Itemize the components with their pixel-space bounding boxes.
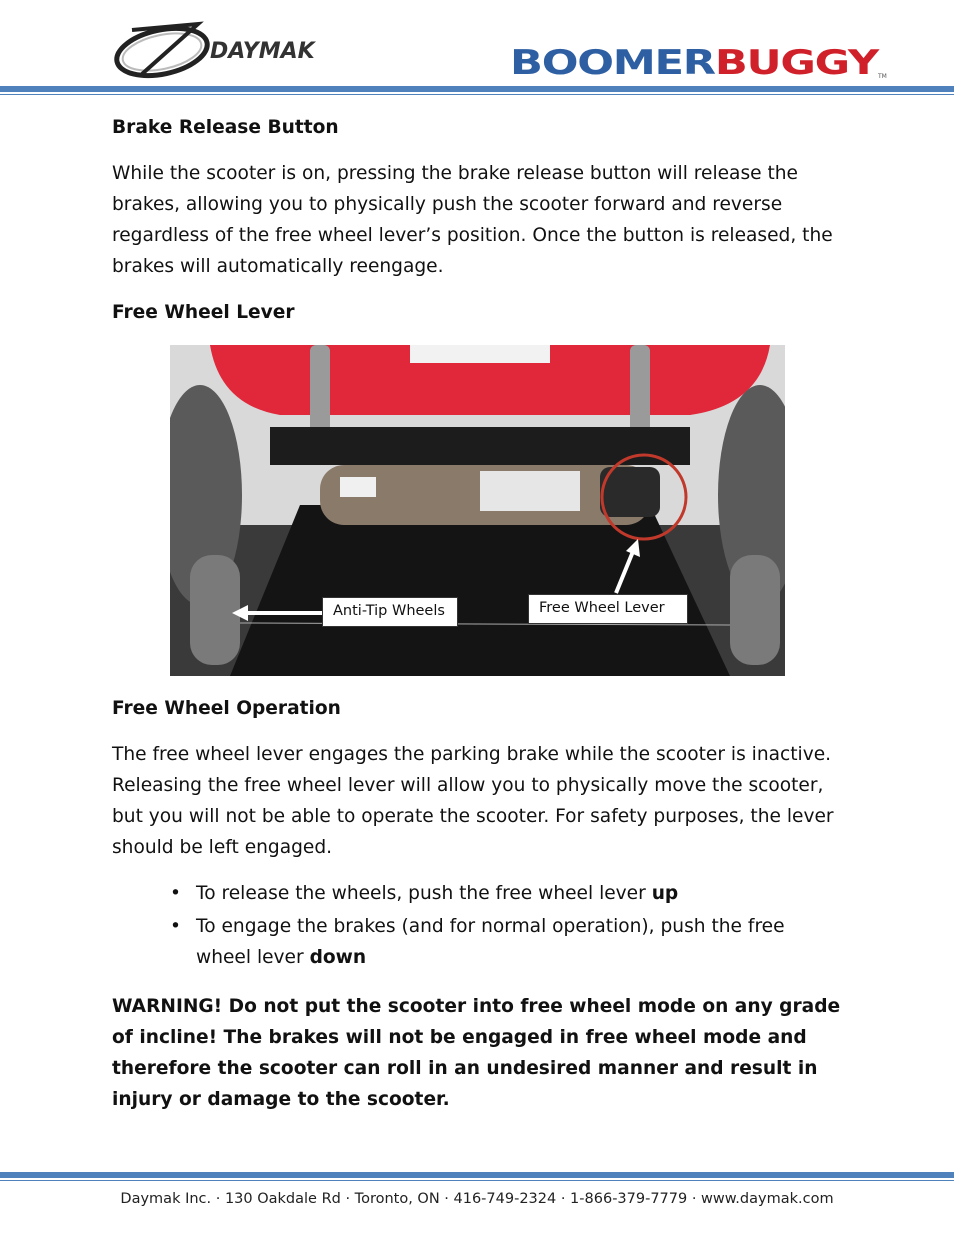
header-rule-thin bbox=[0, 94, 954, 95]
bullet-icon: • bbox=[170, 883, 181, 904]
instruction-list bbox=[112, 878, 844, 973]
bullet-bold: down bbox=[309, 947, 367, 968]
page-footer: Daymak Inc. · 130 Oakdale Rd · Toronto, ON · 416-749-2324 · 1-866-379-7779 · www.daymak.com bbox=[120, 1191, 834, 1207]
bullet-icon: • bbox=[170, 916, 181, 937]
header-rule bbox=[0, 86, 954, 92]
footer-rule-thin bbox=[0, 1180, 954, 1181]
warning-paragraph: WARNING! Do not put the scooter into free wheel mode on any grade of incline! The brakes will not be engaged in free wheel mode and therefore the scooter can roll in an undesired manner and result in injury or damage to the scooter. bbox=[112, 996, 841, 1110]
heading-free-wheel-operation: Free Wheel Operation bbox=[112, 698, 341, 719]
paragraph-brake-release: While the scooter is on, pressing the brake release button will release the brakes, allowing you to physically push the scooter forward and reverse regardless of the free wheel lever’s position. Once the button is released, the brakes will automatically reengage. bbox=[112, 163, 833, 277]
heading-brake-release: Brake Release Button bbox=[112, 117, 339, 138]
heading-free-wheel-lever: Free Wheel Lever bbox=[112, 302, 295, 323]
document-body bbox=[112, 112, 844, 1115]
callout-free-wheel-lever: Free Wheel Lever bbox=[528, 594, 688, 624]
paragraph-free-wheel-operation: The free wheel lever engages the parking brake while the scooter is inactive. Releasing the free wheel lever will allow you to physically move the scooter, but you will not be able to operate the scooter. For safety purposes, the lever should be left engaged. bbox=[112, 744, 834, 858]
page-header bbox=[0, 0, 954, 100]
list-item bbox=[112, 911, 844, 973]
list-item bbox=[112, 878, 844, 909]
boomerbuggy-logo bbox=[510, 44, 890, 80]
callout-anti-tip-wheels: Anti-Tip Wheels bbox=[322, 597, 458, 627]
bullet-text: To release the wheels, push the free wheel lever bbox=[196, 883, 652, 904]
daymak-logo bbox=[112, 20, 342, 80]
footer-rule bbox=[0, 1172, 954, 1178]
bullet-text: To engage the brakes (and for normal operation), push the free wheel lever bbox=[196, 916, 785, 968]
bullet-bold: up bbox=[651, 883, 679, 904]
scooter-photo bbox=[170, 345, 785, 676]
scooter-illustration bbox=[170, 345, 785, 676]
daymak-logo-text: DAYMAK bbox=[210, 39, 315, 64]
svg-text:BOOMERBUGGY: BOOMER BUGGY bbox=[510, 44, 844, 80]
trademark-mark: TM bbox=[878, 73, 887, 80]
